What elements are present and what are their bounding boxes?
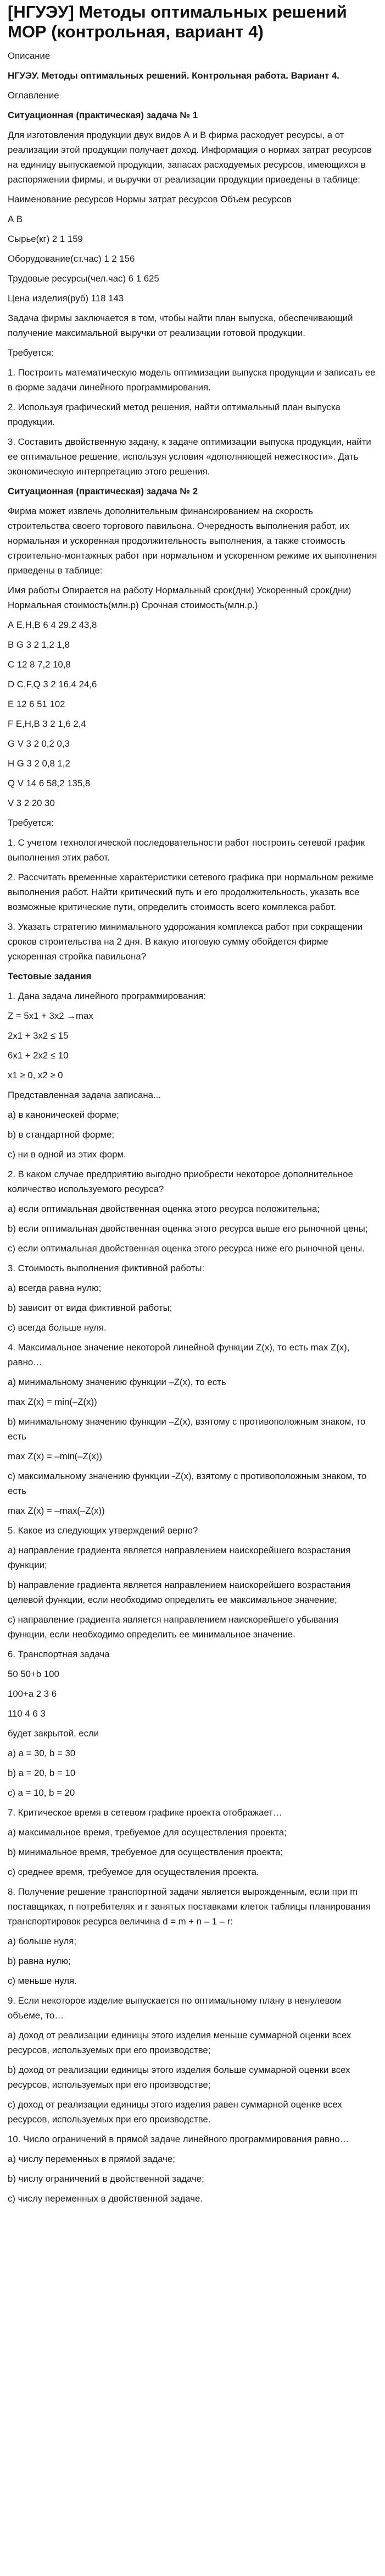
paragraph: V 3 2 20 30 <box>8 798 55 808</box>
paragraph: D С,F,Q 3 2 16,4 24,6 <box>8 679 97 689</box>
paragraph: 3. Составить двойственную задачу, к задаче оптимизации выпуска продукции, найти ее оптимальное решение, используя условия «дополняющей нежесткости». Дать экономическую интерпретацию этого решения. <box>8 437 371 477</box>
section-heading: Ситуационная (практическая) задача № 2 <box>8 486 198 497</box>
paragraph: a) максимальное время, требуемое для осуществления проекта; <box>8 1827 287 1838</box>
paragraph: 4. Максимальное значение некоторой линейной функции Z(x), то есть max Z(x), равно… <box>8 1342 350 1367</box>
paragraph: А В <box>8 214 23 224</box>
paragraph: b) a = 20, b = 10 <box>8 1768 76 1778</box>
paragraph: a) в каноническей форме; <box>8 1110 119 1120</box>
document-content <box>8 48 377 2206</box>
paragraph: c) меньше нуля. <box>8 1976 77 1986</box>
paragraph: 6. Транспортная задача <box>8 1649 110 1659</box>
paragraph: Требуется: <box>8 347 54 358</box>
paragraph: а) числу переменных в прямой задаче; <box>8 2154 175 2164</box>
paragraph: Z = 5x1 + 3x2 →max <box>8 1011 93 1021</box>
paragraph: b) направление градиента является направлением наискорейшего возрастания целевой функции, если необходимо определить ее максимальное значение; <box>8 1580 351 1605</box>
paragraph: 5. Какое из следующих утверждений верно? <box>8 1525 198 1536</box>
paragraph: c) a = 10, b = 20 <box>8 1788 75 1798</box>
paragraph: 3. Указать стратегию минимального удорожания комплекса работ при сокращении сроков строительства на 2 дня. В какую итоговую сумму обойдется фирме ускоренная стройка павильона? <box>8 922 363 962</box>
paragraph: Сырье(кг) 2 1 159 <box>8 234 83 244</box>
paragraph: 3. Стоимость выполнения фиктивной работы: <box>8 1263 205 1273</box>
paragraph: F Е,Н,В 3 2 1,6 2,4 <box>8 719 86 729</box>
paragraph: Оглавление <box>8 90 59 101</box>
paragraph: Представленная задача записана... <box>8 1090 161 1100</box>
section-heading: Тестовые задания <box>8 971 92 981</box>
paragraph: max Z(x) = –min(–Z(x)) <box>8 1451 103 1461</box>
paragraph: c) ни в одной из этих форм. <box>8 1149 126 1160</box>
paragraph: а) если оптимальная двойственная оценка этого ресурса положительна; <box>8 1204 320 1214</box>
paragraph: А Е,Н,В 6 4 29,2 43,8 <box>8 620 97 630</box>
paragraph: Оборудование(ст.час) 1 2 156 <box>8 253 135 264</box>
paragraph: Фирма может извлечь дополнительным финансированием на скорость строительства своего торгового павильона. Очередность выполнения работ, их нормальная и ускоренная продолжительность выполнения, а также стоимость строительно-монтажных работ при нормальном и ускоренном режиме их выполнения приведены в таблице: <box>8 506 377 576</box>
paragraph: 6x1 + 2x2 ≤ 10 <box>8 1050 69 1061</box>
paragraph: max Z(x) = min(–Z(x)) <box>8 1397 97 1407</box>
paragraph: b) равна нулю; <box>8 1956 71 1966</box>
paragraph: Q V 14 6 58,2 135,8 <box>8 778 91 788</box>
paragraph: а) направление градиента является направлением наискорейшего возрастания функции; <box>8 1545 351 1570</box>
paragraph: G V 3 2 0,2 0,3 <box>8 738 70 749</box>
paragraph: Для изготовления продукции двух видов А и В фирма расходует ресурсы, а от реализации этой продукции получает доход. Информация о нормах затрат ресурсов на единицу выпускаемой продукции, запасах расходуемых ресурсов, имеющихся в распоряжении фирмы, и выручки от реализации продукции приведены в таблице: <box>8 130 372 185</box>
paragraph: Е 12 6 51 102 <box>8 699 65 709</box>
paragraph: а) доход от реализации единицы этого изделия меньше суммарной оценки всех ресурсов, используемых при его производстве; <box>8 2030 351 2055</box>
paragraph: b) минимальное время, требуемое для осуществления проекта; <box>8 1847 283 1857</box>
paragraph: c) направление градиента является направлением наискорейшего убывания функции, если необходимо определить ее минимальное значение. <box>8 1614 339 1640</box>
paragraph: c) всегда больше нуля. <box>8 1322 107 1333</box>
section-heading: Ситуационная (практическая) задача № 1 <box>8 110 198 120</box>
paragraph: max Z(x) = –max(–Z(x)) <box>8 1505 105 1516</box>
paragraph: x1 ≥ 0, x2 ≥ 0 <box>8 1070 63 1080</box>
paragraph: 1. С учетом технологической последовательности работ построить сетевой график выполнения этих работ. <box>8 837 365 863</box>
paragraph: а) всегда равна нулю; <box>8 1283 102 1293</box>
paragraph: 1. Построить математическую модель оптимизации выпуска продукции и записать ее в форме задачи линейного программирования. <box>8 367 376 393</box>
paragraph: Н G 3 2 0,8 1,2 <box>8 758 70 769</box>
paragraph: c) если оптимальная двойственная оценка этого ресурса ниже его рыночной цены. <box>8 1243 365 1254</box>
paragraph: 50 50+b 100 <box>8 1669 59 1679</box>
paragraph: 7. Критическое время в сетевом графике проекта отображает… <box>8 1807 282 1818</box>
page-title: [НГУЭУ] Методы оптимальных решений МОР (контрольная, вариант 4) <box>8 2 347 41</box>
paragraph: c) среднее время, требуемое для осуществления проекта. <box>8 1867 259 1877</box>
paragraph: b) числу ограничений в двойственной задаче; <box>8 2174 204 2184</box>
paragraph: 2. В каком случае предприятию выгодно приобрести некоторое дополнительное количество используемого ресурса? <box>8 1169 353 1194</box>
paragraph: b) в стандартной форме; <box>8 1129 115 1140</box>
paragraph: Задача фирмы заключается в том, чтобы найти план выпуска, обеспечивающий получение максимальной выручки от реализации готовой продукции. <box>8 313 353 338</box>
paragraph: Описание <box>8 51 51 61</box>
paragraph: Цена изделия(руб) 118 143 <box>8 293 124 304</box>
paragraph: 1. Дана задача линейного программирования: <box>8 991 206 1001</box>
paragraph: b) зависит от вида фиктивной работы; <box>8 1303 172 1313</box>
paragraph: а) минимальному значению функции –Z(x), то есть <box>8 1377 226 1387</box>
paragraph: b) минимальному значению функции –Z(x), взятому с противоположным знаком, то есть <box>8 1416 366 1442</box>
paragraph: 10. Число ограничений в прямой задаче линейного программирования равно… <box>8 2134 349 2144</box>
paragraph: будет закрытой, если <box>8 1728 99 1739</box>
paragraph: Имя работы Опирается на работу Нормальный срок(дни) Ускоренный срок(дни) Нормальная стоимость(млн.р) Срочная стоимость(млн.р.) <box>8 585 351 610</box>
paragraph: 100+a 2 3 6 <box>8 1689 57 1699</box>
paragraph: c) числу переменных в двойственной задаче. <box>8 2193 203 2204</box>
paragraph: b) доход от реализации единицы этого изделия больше суммарной оценки всех ресурсов, используемых при его производстве; <box>8 2065 350 2090</box>
paragraph: 2. Рассчитать временные характеристики сетевого графика при нормальном режиме выполнения работ. Найти критический путь и его продолжительность, указать все возможные критические пути, определить стоимость всего комплекса работ. <box>8 872 374 912</box>
paragraph: 2. Используя графический метод решения, найти оптимальный план выпуска продукции. <box>8 402 341 427</box>
paragraph: Трудовые ресурсы(чел.час) 6 1 625 <box>8 273 159 284</box>
paragraph: Требуется: <box>8 818 54 828</box>
paragraph: С 12 8 7,2 10,8 <box>8 659 71 670</box>
paragraph: 8. Получение решение транспортной задачи является вырожденным, если при m поставщиках, n потребителях и r занятых поставками клеток таблицы планирования транспортировок ресурса величина d = m + n – 1 – r: <box>8 1887 371 1927</box>
paragraph: Наименование ресурсов Нормы затрат ресурсов Объем ресурсов <box>8 194 292 205</box>
paragraph: c) доход от реализации единицы этого изделия равен суммарной оценке всех ресурсов, используемых при его производстве. <box>8 2099 342 2125</box>
paragraph: 2x1 + 3x2 ≤ 15 <box>8 1030 69 1041</box>
section-heading: НГУЭУ. Методы оптимальных решений. Контрольная работа. Вариант 4. <box>8 70 339 81</box>
paragraph: 110 4 6 3 <box>8 1708 46 1719</box>
paragraph: c) максимальному значению функции -Z(x), взятому с противоположным знаком, то есть <box>8 1471 367 1496</box>
paragraph: b) если оптимальная двойственная оценка этого ресурса выше его рыночной цены; <box>8 1223 368 1234</box>
paragraph: a) a = 30, b = 30 <box>8 1748 76 1758</box>
paragraph: В G 3 2 1,2 1,8 <box>8 639 70 650</box>
paragraph: 9. Если некоторое изделие выпускается по оптимальному плану в ненулевом объеме, то… <box>8 1995 342 2021</box>
paragraph: а) больше нуля; <box>8 1936 76 1946</box>
